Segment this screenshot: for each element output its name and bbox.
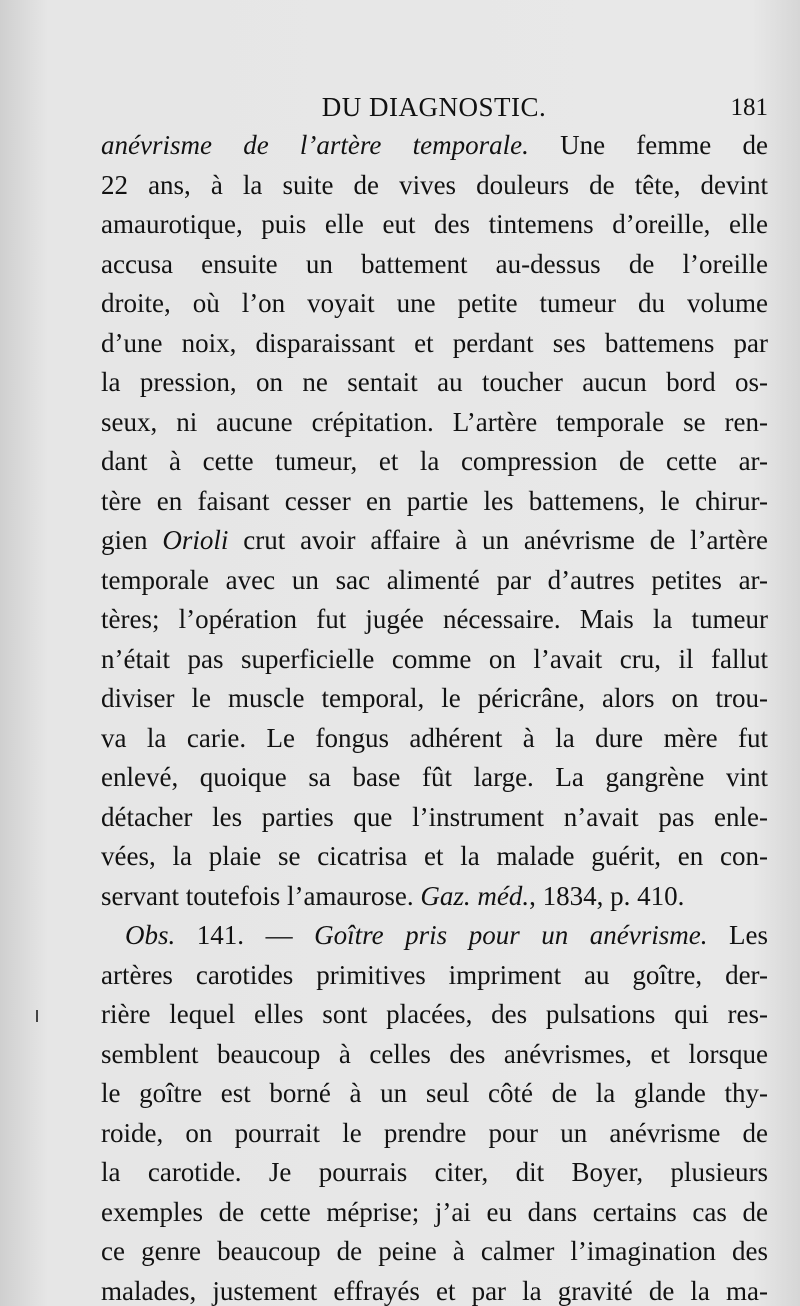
text-line <box>101 521 768 561</box>
text-segment: détacher les parties que l’instrument n’avait pas enle- <box>101 801 768 832</box>
text-line <box>101 442 768 482</box>
text-line <box>101 1114 768 1154</box>
text-segment: exemples de cette méprise; j’ai eu dans certains cas de <box>101 1196 768 1227</box>
text-segment: la pression, on ne sentait au toucher aucun bord os- <box>101 367 768 397</box>
text-line <box>101 126 768 166</box>
text-line <box>101 600 768 640</box>
text-line <box>101 798 768 838</box>
text-segment: n’était pas superficielle comme on l’avait cru, il fallut <box>101 643 768 674</box>
italic-segment: Orioli <box>162 525 229 555</box>
body-text <box>101 126 768 1306</box>
text-segment: diviser le muscle temporal, le péricrâne, alors on trou- <box>101 683 768 713</box>
text-segment: d’une noix, disparaissant et perdant ses battemens par <box>101 327 768 358</box>
text-line <box>101 245 768 285</box>
text-line <box>101 1074 768 1114</box>
text-segment: malades, justement effrayés et par la gravité de la ma- <box>101 1275 768 1306</box>
text-line <box>101 758 768 798</box>
text-line <box>101 956 768 996</box>
margin-mark <box>36 1010 38 1022</box>
text-line <box>101 916 768 956</box>
text-segment: roide, on pourrait le prendre pour un anévrisme de <box>101 1117 768 1148</box>
text-line <box>101 205 768 245</box>
text-line <box>101 679 768 719</box>
text-segment: artères carotides primitives impriment au goître, der- <box>101 959 768 990</box>
text-segment: 22 ans, à la suite de vives douleurs de tête, devint <box>101 169 768 200</box>
italic-segment: anévrisme de l’artère temporale. <box>101 130 529 160</box>
text-segment: temporale avec un sac alimenté par d’autres petites ar- <box>101 564 768 595</box>
text-segment: 141. — <box>175 920 315 950</box>
text-segment: crut avoir affaire à un anévrisme de l’artère <box>228 525 768 555</box>
text-segment: servant toutefois l’amaurose. <box>101 880 421 911</box>
text-line <box>101 403 768 443</box>
text-line <box>101 1272 768 1306</box>
text-segment: ce genre beaucoup de peine à calmer l’imagination des <box>101 1236 768 1266</box>
text-segment: dant à cette tumeur, et la compression de cette ar- <box>101 446 768 476</box>
text-segment: seux, ni aucune crépitation. L’artère temporale se ren- <box>101 406 768 437</box>
text-line <box>101 561 768 601</box>
text-segment: rière lequel elles sont placées, des pulsations qui res- <box>101 999 768 1029</box>
text-line <box>101 1232 768 1272</box>
text-segment: , 1834, p. 410. <box>529 880 685 911</box>
text-line <box>101 284 768 324</box>
text-line <box>101 719 768 759</box>
text-line <box>101 995 768 1035</box>
page-header <box>100 86 768 126</box>
text-segment: amaurotique, puis elle eut des tintemens d’oreille, elle <box>101 209 768 239</box>
text-segment: gien <box>101 525 163 555</box>
text-line <box>101 837 768 877</box>
text-line <box>101 1193 768 1233</box>
italic-segment: Gaz. méd. <box>420 880 530 911</box>
text-segment: accusa ensuite un battement au-dessus de l’oreille <box>101 248 768 279</box>
running-title: DU DIAGNOSTIC. <box>321 92 547 122</box>
text-segment: Les <box>707 920 769 950</box>
text-segment: enlevé, quoique sa base fût large. La gangrène vint <box>101 762 768 792</box>
text-line <box>101 877 768 917</box>
text-segment: tère en faisant cesser en partie les battemens, le chirur- <box>101 485 768 516</box>
text-line <box>101 640 768 680</box>
page-number: 181 <box>730 94 768 121</box>
italic-segment: Obs. <box>125 920 176 950</box>
text-line <box>101 1153 768 1193</box>
text-line <box>101 324 768 364</box>
text-line <box>101 166 768 206</box>
italic-segment: Goître pris pour un anévrisme. <box>314 920 708 950</box>
text-segment: Une femme de <box>528 130 768 160</box>
text-line <box>101 482 768 522</box>
text-segment: vées, la plaie se cicatrisa et la malade guérit, en con- <box>101 841 768 871</box>
text-line <box>101 363 768 403</box>
text-line <box>101 1035 768 1075</box>
text-segment: tères; l’opération fut jugée nécessaire. Mais la tumeur <box>101 604 768 634</box>
text-segment: le goître est borné à un seul côté de la glande thy- <box>101 1078 768 1108</box>
text-segment: droite, où l’on voyait une petite tumeur du volume <box>101 288 768 318</box>
text-segment: semblent beaucoup à celles des anévrismes, et lorsque <box>101 1038 768 1069</box>
text-segment: va la carie. Le fongus adhérent à la dure mère fut <box>101 722 768 753</box>
text-segment: la carotide. Je pourrais citer, dit Boyer, plusieurs <box>101 1157 768 1187</box>
